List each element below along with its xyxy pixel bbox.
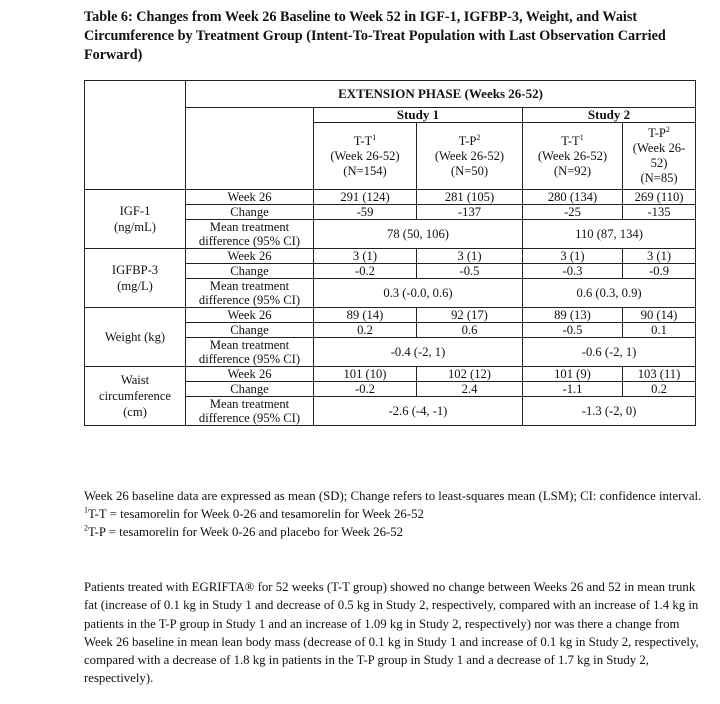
study1-header: Study 1 [314, 108, 523, 123]
cell-mean-diff: -1.3 (-2, 0) [523, 397, 696, 426]
col-header-s1-tt: $T-T^1$ (Week 26-52) (N=154) [314, 123, 417, 190]
cell-change: -0.5 [417, 264, 523, 279]
cell-week26: 3 (1) [623, 249, 696, 264]
cell-week26: 281 (105) [417, 190, 523, 205]
cell-change: -25 [523, 205, 623, 220]
param-name: IGF-1 [119, 204, 151, 218]
col-header-s2-tp: $T-P^2$ (Week 26-52) (N=85) [623, 123, 696, 190]
cell-change: -0.9 [623, 264, 696, 279]
results-table [84, 80, 696, 426]
param-igf-1 [85, 190, 186, 249]
row-label-change: Change [186, 264, 314, 279]
cell-week26: 101 (9) [523, 367, 623, 382]
row-label-change: Change [186, 205, 314, 220]
cell-week26: 92 (17) [417, 308, 523, 323]
param-name: IGFBP-3 [111, 263, 159, 277]
cell-week26: 269 (110) [623, 190, 696, 205]
param-waist-circumference [85, 367, 186, 426]
param-weight-kg [85, 308, 186, 367]
cell-change: -137 [417, 205, 523, 220]
row-label-week26: Week 26 [186, 249, 314, 264]
param-name: Weight (kg) [104, 330, 166, 344]
row-label-mean-diff: Mean treatment difference (95% CI) [186, 279, 314, 308]
cell-week26: 89 (14) [314, 308, 417, 323]
cell-mean-diff: 0.6 (0.3, 0.9) [523, 279, 696, 308]
cell-change: -0.5 [523, 323, 623, 338]
cell-mean-diff: -0.6 (-2, 1) [523, 338, 696, 367]
cell-week26: 280 (134) [523, 190, 623, 205]
param-unit: (mg/L) [117, 279, 153, 293]
cell-mean-diff: -2.6 (-4, -1) [314, 397, 523, 426]
row-label-week26: Week 26 [186, 367, 314, 382]
study2-header: Study 2 [523, 108, 696, 123]
cell-change: -135 [623, 205, 696, 220]
param-igfbp-3 [85, 249, 186, 308]
cell-week26: 103 (11) [623, 367, 696, 382]
col-header-s1-tp: $T-P^2$ (Week 26-52) (N=50) [417, 123, 523, 190]
cell-change: 0.2 [623, 382, 696, 397]
cell-week26: 3 (1) [314, 249, 417, 264]
cell-week26: 89 (13) [523, 308, 623, 323]
cell-change: -0.2 [314, 264, 417, 279]
cell-change: 2.4 [417, 382, 523, 397]
baseline-note: Week 26 baseline data are expressed as mean (SD); Change refers to least-squares mean (LSM); CI: confidence interval. [84, 489, 702, 503]
cell-week26: 3 (1) [523, 249, 623, 264]
row-label-week26: Week 26 [186, 190, 314, 205]
cell-change: -0.2 [314, 382, 417, 397]
cell-week26: 102 (12) [417, 367, 523, 382]
cell-mean-diff: 110 (87, 134) [523, 220, 696, 249]
header-empty-2 [186, 108, 314, 190]
row-label-mean-diff: Mean treatment difference (95% CI) [186, 220, 314, 249]
cell-mean-diff: 78 (50, 106) [314, 220, 523, 249]
cell-mean-diff: -0.4 (-2, 1) [314, 338, 523, 367]
row-label-mean-diff: Mean treatment difference (95% CI) [186, 338, 314, 367]
col-header-s2-tt: $T-T^1$ (Week 26-52) (N=92) [523, 123, 623, 190]
cell-week26: 90 (14) [623, 308, 696, 323]
cell-change: -59 [314, 205, 417, 220]
cell-change: -0.3 [523, 264, 623, 279]
footnote-1: $^1$T-T = tesamorelin for Week 0-26 and tesamorelin for Week 26-52 [84, 505, 424, 521]
cell-mean-diff: 0.3 (-0.0, 0.6) [314, 279, 523, 308]
param-name: Waist circumference [98, 373, 171, 403]
cell-week26: 291 (124) [314, 190, 417, 205]
footnote-2: $^2$T-P = tesamorelin for Week 0-26 and placebo for Week 26-52 [84, 523, 404, 539]
cell-change: 0.6 [417, 323, 523, 338]
row-label-week26: Week 26 [186, 308, 314, 323]
cell-change: 0.1 [623, 323, 696, 338]
table-title: Table 6: Changes from Week 26 Baseline to Week 52 in IGF-1, IGFBP-3, Weight, and Waist Circumference by Treatment Group (Intent-To-Treat Population with Last Observation Carried Forward) [84, 9, 666, 63]
cell-change: 0.2 [314, 323, 417, 338]
row-label-change: Change [186, 323, 314, 338]
param-unit: (ng/mL) [114, 220, 156, 234]
cell-week26: 3 (1) [417, 249, 523, 264]
row-label-mean-diff: Mean treatment difference (95% CI) [186, 397, 314, 426]
footnotes [84, 487, 702, 541]
header-empty-1 [85, 108, 186, 190]
param-unit: (cm) [123, 405, 147, 419]
cell-change: -1.1 [523, 382, 623, 397]
body-paragraph: Patients treated with EGRIFTA® for 52 weeks (T-T group) showed no change between Weeks 26 and 52 in mean trunk fat (increase of 0.1 kg in Study 1 and decrease of 0.5 kg in Study 2, respectively, compared with an increase of 1.4 kg in patients in the T-P group in Study 1 and an increase of 1.09 kg in Study 2, respectively) nor was there a change from Week 26 baseline in mean lean body mass (decrease of 0.1 kg in Study 1 and increase of 0.1 kg in Study 2, respectively, compared with a decrease of 1.8 kg in patients in the T-P group in Study 1 and a decrease of 1.7 kg in Study 2, respectively). [84, 580, 699, 686]
row-label-change: Change [186, 382, 314, 397]
cell-week26: 101 (10) [314, 367, 417, 382]
corner-cell [85, 81, 186, 108]
phase-header: EXTENSION PHASE (Weeks 26-52) [186, 81, 696, 108]
